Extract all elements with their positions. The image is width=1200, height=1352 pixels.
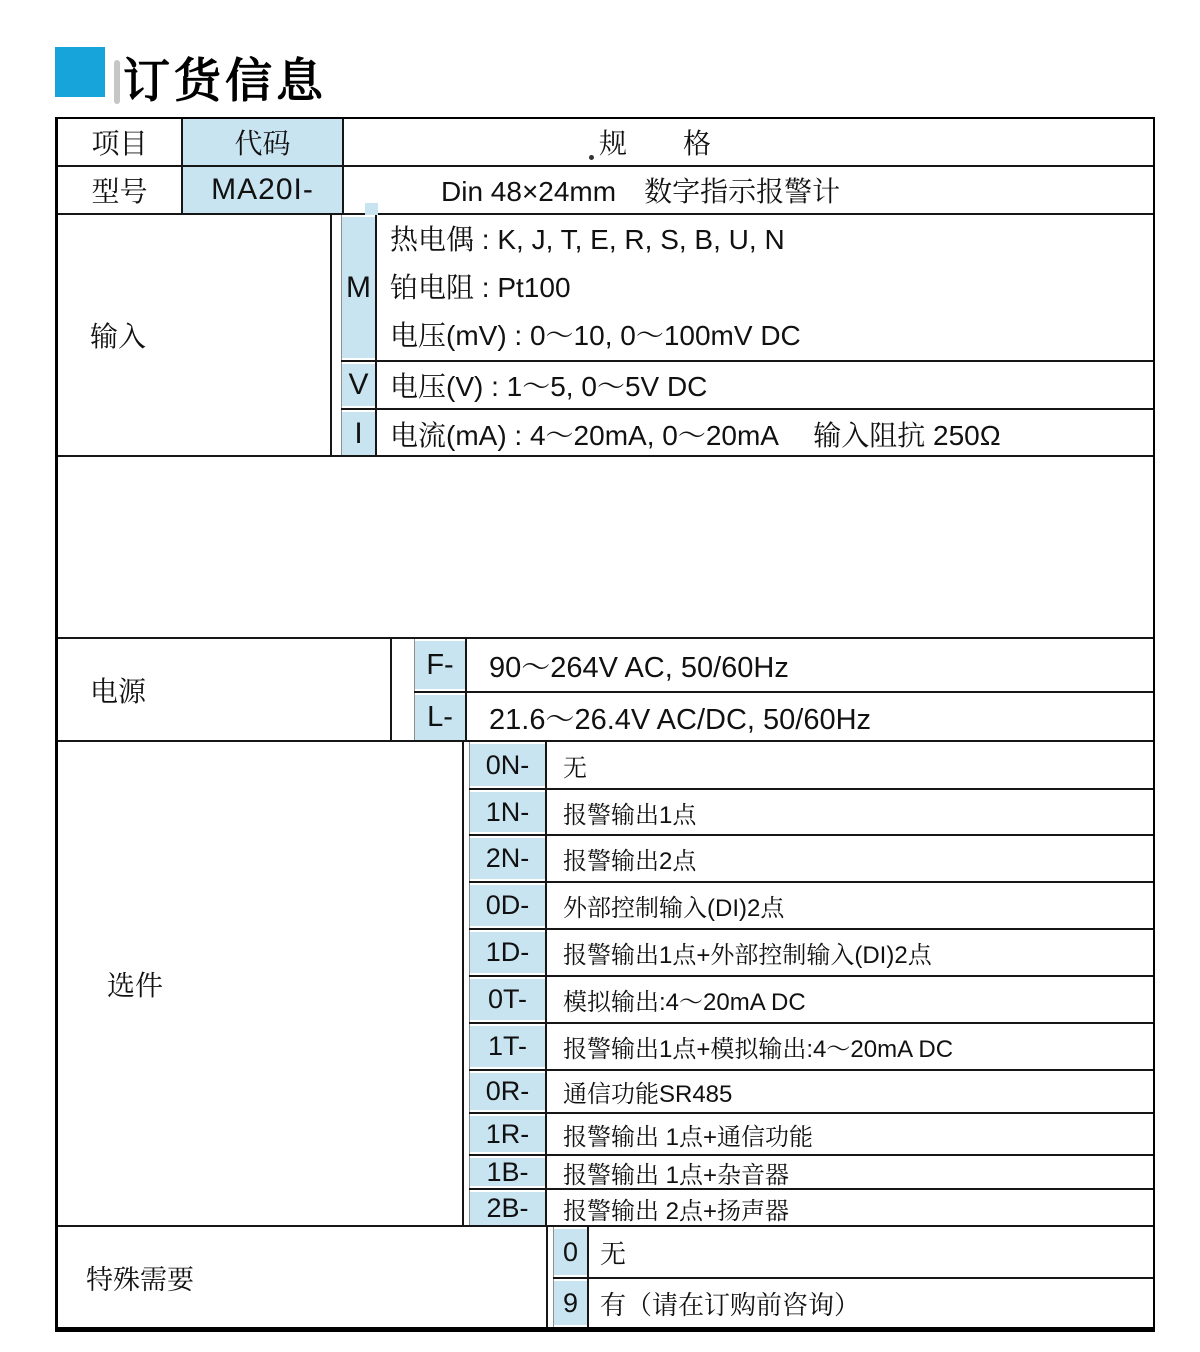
special-rows [553,1227,1153,1327]
option-code: 2B- [469,1190,547,1227]
input-row-v [341,360,1153,408]
table-header-row [58,119,1153,165]
input-code-m: M [341,215,377,360]
model-code: MA20I- [183,167,344,213]
input-rows [341,215,1153,455]
option-row [469,1188,1153,1227]
input-spec-v: 电压(V) : 1～5, 0～5V DC [390,371,708,402]
input-spec-m [377,215,1153,360]
special-spec-9: 有（请在订购前咨询） [600,1289,861,1320]
header-cell-item: 项目 [58,119,183,165]
option-spec: 报警输出1点+模拟输出:4～20mA DC [563,1036,954,1063]
model-spec: Din 48×24mm 数字指示报警计 [441,176,841,207]
power-code-f: F- [414,639,467,691]
option-code: 1N- [469,790,547,834]
options-rows [469,742,1153,1225]
option-row [469,742,1153,788]
power-spec-f: 90～264V AC, 50/60Hz [489,651,789,684]
ordering-table [55,117,1155,1332]
special-section [58,1225,1153,1327]
option-code: 0D- [469,883,547,928]
empty-row [58,455,1153,637]
option-code: 1D- [469,930,547,975]
special-row-9 [553,1277,1153,1327]
option-row [469,1069,1153,1112]
option-row [469,975,1153,1022]
spec-header-dot [589,155,594,160]
input-code-i: I [341,410,377,457]
option-spec: 报警输出2点 [563,848,697,875]
option-spec: 报警输出1点+外部控制输入(DI)2点 [563,942,932,969]
option-code: 2N- [469,836,547,881]
option-spec: 通信功能SR485 [563,1081,733,1108]
code-column-connector [365,203,378,215]
power-rows [414,639,1153,740]
gutter [332,215,341,455]
special-spec-0: 无 [600,1238,627,1269]
power-row-f [414,639,1153,691]
option-code: 1T- [469,1024,547,1069]
option-code: 0N- [469,742,547,788]
header-cell-spec [344,119,1153,165]
page-title: 订货信息 [123,54,327,107]
input-spec-m-line1: 热电偶 : K, J, T, E, R, S, B, U, N [390,223,785,255]
option-row [469,1154,1153,1188]
option-row [469,1022,1153,1069]
power-section-label: 电源 [58,639,392,740]
option-spec: 无 [563,754,587,782]
option-spec: 报警输出1点 [563,801,697,829]
header-spec-label: 规 格 [599,128,712,159]
input-row-m [341,215,1153,360]
model-label: 型号 [58,167,183,213]
option-spec: 报警输出 2点+扬声器 [563,1198,790,1225]
gutter [392,639,414,740]
option-code: 0R- [469,1071,547,1112]
input-code-v: V [341,362,377,408]
special-code-9: 9 [553,1279,589,1327]
option-spec: 报警输出 1点+杂音器 [563,1161,790,1189]
option-row [469,788,1153,834]
option-code: 1R- [469,1114,547,1154]
special-section-label: 特殊需要 [58,1227,548,1327]
option-row [469,881,1153,928]
input-spec-m-line3: 电压(mV) : 0～10, 0～100mV DC [390,319,801,351]
input-spec-m-line2: 铂电阻 : Pt100 [390,271,571,303]
option-spec: 外部控制输入(DI)2点 [563,895,785,922]
input-spec-i: 电流(mA) : 4～20mA, 0～20mA 输入阻抗 250Ω [390,419,1001,451]
power-code-l: L- [414,693,467,742]
option-row [469,928,1153,975]
option-code: 0T- [469,977,547,1022]
input-row-i [341,408,1153,457]
power-spec-l: 21.6～26.4V AC/DC, 50/60Hz [489,704,872,736]
options-section-label: 选件 [58,742,464,1225]
option-code: 1B- [469,1156,547,1188]
input-section-label: 输入 [58,215,332,455]
option-row [469,1112,1153,1154]
print-artifact [114,60,120,104]
special-code-0: 0 [553,1227,589,1277]
power-row-l [414,691,1153,742]
option-spec: 模拟输出:4～20mA DC [563,989,806,1016]
power-section [58,637,1153,740]
header-cell-code: 代码 [183,119,344,165]
options-section [58,740,1153,1225]
section-marker-icon [55,47,105,97]
option-row [469,834,1153,881]
option-spec: 报警输出 1点+通信功能 [563,1123,814,1151]
special-row-0 [553,1227,1153,1277]
input-section [58,213,1153,455]
model-row [58,165,1153,213]
